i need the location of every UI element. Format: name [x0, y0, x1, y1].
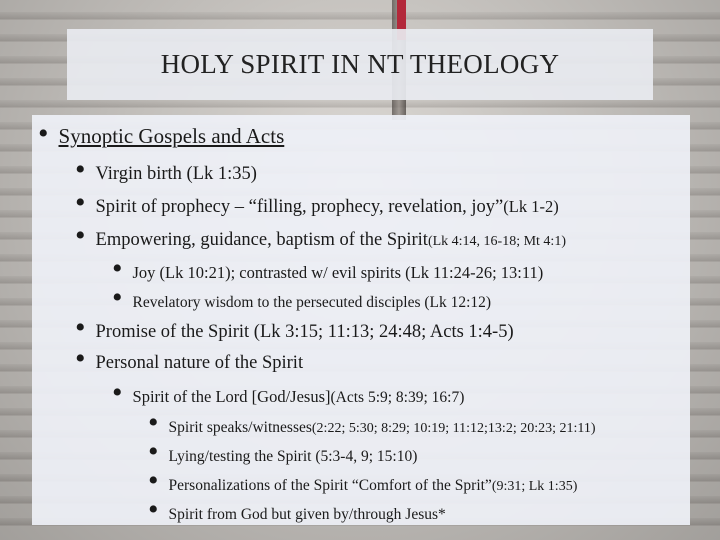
- bullet-text: Joy (Lk 10:21); contrasted w/ evil spirits (Lk 11:24-26; 13:11): [132, 263, 544, 282]
- bullet-l3-personalizations: [148, 464, 578, 497]
- bullet-l1-personal: [75, 342, 304, 375]
- bullet-reference: (Acts 5:9; 8:39; 16:7): [330, 389, 465, 406]
- bullet-l3-from-god: [148, 493, 446, 526]
- bullet-dot-icon: •: [38, 117, 49, 150]
- bullet-text: Lying/testing the Spirit (5:3-4, 9; 15:10): [168, 448, 418, 465]
- bullet-reference: (2:22; 5:30; 8:29; 10:19; 11:12;13:2; 20:23; 21:11): [311, 421, 596, 436]
- bullet-l0: [38, 117, 285, 150]
- bullet-text: Synoptic Gospels and Acts: [58, 124, 285, 148]
- bullet-reference: (9:31; Lk 1:35): [491, 479, 578, 494]
- bullet-l1-promise: [75, 311, 514, 344]
- bullet-l3-speaks: [148, 406, 596, 439]
- bullet-text: Personalizations of the Spirit “Comfort of the Sprit”: [168, 477, 492, 494]
- bullet-text: Empowering, guidance, baptism of the Spirit: [95, 230, 428, 250]
- title-banner: [67, 29, 653, 100]
- bullet-text: Spirit speaks/witnesses: [168, 419, 312, 436]
- slide-title: HOLY SPIRIT IN NT THEOLOGY: [160, 49, 560, 79]
- bullet-text: Revelatory wisdom to the persecuted disciples (Lk 12:12): [132, 294, 492, 311]
- bullet-dot-icon: •: [112, 252, 123, 285]
- bullet-text: Virgin birth (Lk 1:35): [95, 164, 257, 184]
- bullet-dot-icon: •: [148, 435, 159, 468]
- bullet-l3-lying: [148, 435, 418, 468]
- bullet-l2-revelatory: [112, 281, 492, 314]
- bullet-text: Spirit from God but given by/through Jesus*: [168, 506, 446, 523]
- bullet-text: Spirit of prophecy – “filling, prophecy, revelation, joy”: [95, 197, 504, 217]
- bullet-dot-icon: •: [75, 311, 86, 344]
- bullet-dot-icon: •: [75, 186, 86, 219]
- bullet-reference: (Lk 1-2): [503, 197, 559, 216]
- bullet-dot-icon: •: [148, 464, 159, 497]
- bullet-reference: (Lk 4:14, 16-18; Mt 4:1): [427, 234, 566, 249]
- bullet-dot-icon: •: [75, 219, 86, 252]
- bullet-l1-prophecy: [75, 186, 559, 219]
- bullet-dot-icon: •: [75, 153, 86, 186]
- bullet-dot-icon: •: [112, 281, 123, 314]
- bullet-l1-virgin-birth: [75, 153, 257, 186]
- bullet-dot-icon: •: [148, 406, 159, 439]
- bullet-text: Personal nature of the Spirit: [95, 353, 304, 373]
- bullet-l2-spirit-of-lord: [112, 376, 465, 409]
- bullet-text: Spirit of the Lord [God/Jesus]: [132, 387, 331, 406]
- bullet-dot-icon: •: [112, 376, 123, 409]
- bullet-dot-icon: •: [148, 493, 159, 526]
- bullet-l1-empowering: [75, 219, 566, 252]
- bullet-l2-joy: [112, 252, 544, 285]
- bullet-dot-icon: •: [75, 342, 86, 375]
- bullet-text: Promise of the Spirit (Lk 3:15; 11:13; 24:48; Acts 1:4-5): [95, 322, 514, 342]
